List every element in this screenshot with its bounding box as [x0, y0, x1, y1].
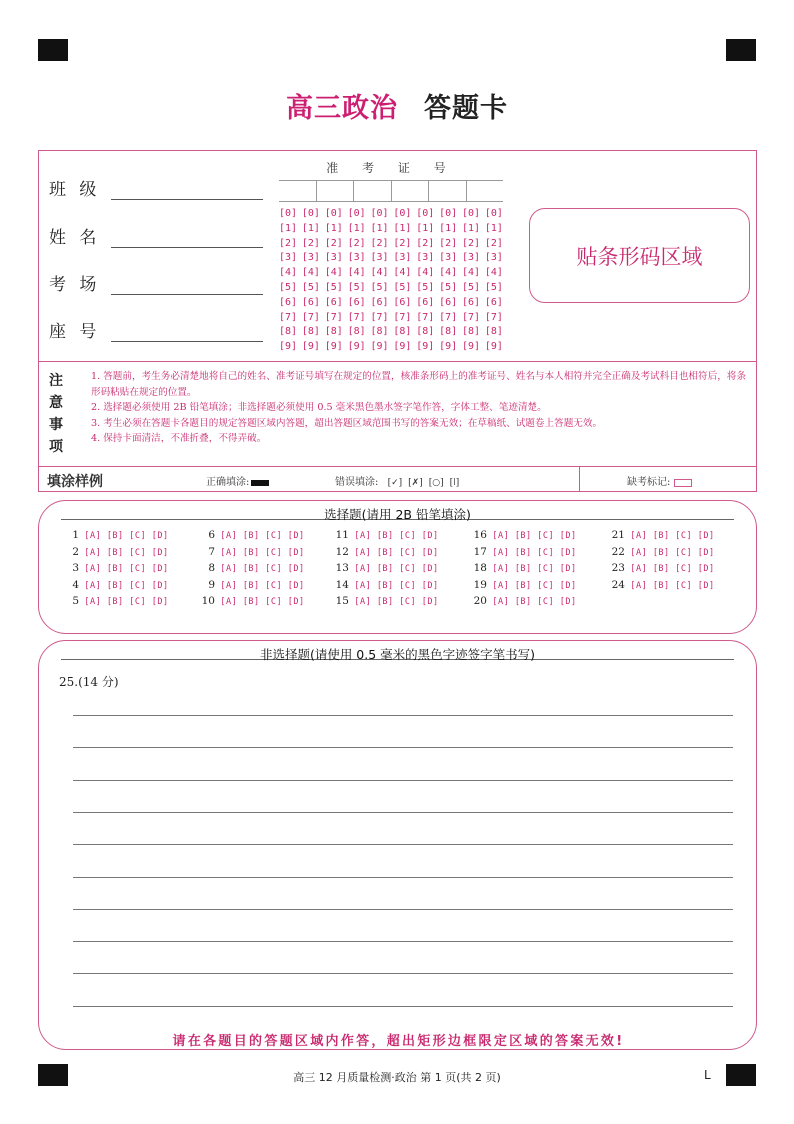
question-25-label: 25.(14 分) [59, 675, 119, 689]
choice-section [38, 500, 757, 634]
digit-row[interactable] [279, 222, 503, 237]
writing-line[interactable] [73, 715, 733, 716]
class-field[interactable] [49, 175, 263, 200]
seat-label: 座 号 [49, 322, 101, 342]
choice-question-row[interactable] [201, 561, 305, 578]
digit-bubble[interactable]: [4] [416, 267, 435, 279]
answer-bubbles[interactable]: [A] [B] [C] [D] [354, 580, 439, 591]
digit-bubble[interactable]: [8] [484, 326, 503, 338]
digit-bubble[interactable]: [0] [301, 208, 320, 219]
digit-bubble[interactable]: [6] [439, 296, 458, 308]
answer-bubbles[interactable]: [A] [B] [C] [D] [84, 597, 169, 607]
answer-bubbles[interactable]: [A] [B] [C] [D] [354, 597, 439, 607]
choice-question-row[interactable] [335, 545, 439, 562]
digit-bubble[interactable]: [5] [301, 281, 320, 293]
digit-bubble[interactable]: [2] [301, 237, 320, 249]
digit-bubble[interactable]: [7] [439, 311, 458, 323]
answer-bubbles[interactable]: [A] [B] [C] [D] [84, 580, 169, 591]
digit-bubble[interactable]: [5] [279, 281, 298, 293]
answer-bubbles[interactable]: [A] [B] [C] [D] [492, 564, 577, 574]
digit-bubble[interactable]: [8] [324, 326, 343, 338]
digit-row[interactable] [279, 296, 503, 311]
circle-mark-bubble-icon: [○] [428, 478, 444, 488]
question-number: 22 [611, 545, 625, 558]
exam-number-title: 准 考 证 号 [326, 161, 456, 175]
digit-bubble[interactable]: [8] [393, 326, 412, 338]
digit-bubble[interactable]: [6] [279, 296, 298, 308]
digit-bubble[interactable]: [0] [347, 208, 366, 219]
choice-question-row[interactable] [611, 578, 715, 595]
choice-question-row[interactable] [65, 594, 169, 611]
digit-bubble[interactable]: [7] [370, 311, 389, 323]
answer-bubbles[interactable]: [A] [B] [C] [D] [492, 547, 577, 558]
question-number: 18 [473, 562, 487, 574]
digit-bubble[interactable]: [2] [393, 237, 412, 249]
answer-bubbles[interactable]: [A] [B] [C] [D] [220, 597, 305, 607]
digit-row[interactable] [279, 251, 503, 266]
digit-bubble[interactable]: [3] [439, 252, 458, 264]
title-subject: 高三政治 [286, 93, 398, 124]
digit-bubble[interactable]: [9] [347, 341, 366, 353]
digit-bubble[interactable]: [9] [324, 341, 343, 353]
digit-bubble[interactable]: [5] [484, 281, 503, 293]
answer-bubbles[interactable]: [A] [B] [C] [D] [220, 531, 305, 541]
digit-bubble[interactable]: [8] [301, 326, 320, 338]
choice-question-row[interactable] [473, 578, 577, 595]
digit-bubble[interactable]: [5] [347, 281, 366, 293]
answer-bubbles[interactable]: [A] [B] [C] [D] [354, 564, 439, 574]
writing-line[interactable] [73, 909, 733, 910]
digit-bubble[interactable]: [2] [484, 237, 503, 249]
question-number: 1 [72, 529, 79, 541]
digit-bubble[interactable]: [9] [484, 341, 503, 353]
divider [579, 467, 580, 491]
write-box[interactable] [429, 181, 467, 201]
digit-bubble[interactable]: [6] [347, 296, 366, 308]
digit-bubble[interactable]: [2] [279, 237, 298, 249]
title-answer-sheet: 答题卡 [424, 93, 508, 124]
half-fill-bubble-icon: [ǀ] [449, 478, 460, 488]
digit-bubble[interactable]: [9] [462, 341, 481, 353]
digit-bubble[interactable]: [9] [439, 341, 458, 353]
digit-bubble[interactable]: [7] [324, 311, 343, 323]
choice-question-row[interactable] [65, 545, 169, 562]
choice-column [473, 528, 577, 611]
exam-room-input-line[interactable] [111, 277, 263, 295]
absent-mark[interactable] [627, 473, 692, 488]
writing-line[interactable] [73, 844, 733, 845]
answer-bubbles[interactable]: [A] [B] [C] [D] [84, 531, 169, 541]
absent-mark-label: 缺考标记: [627, 477, 671, 488]
question-number: 12 [335, 545, 349, 558]
digit-bubble[interactable]: [3] [370, 252, 389, 264]
question-number: 19 [473, 578, 487, 591]
digit-bubble[interactable]: [1] [393, 222, 412, 234]
digit-bubble[interactable]: [4] [462, 267, 481, 279]
cross-mark-bubble-icon: [✗] [408, 478, 423, 488]
choice-question-row[interactable] [201, 594, 305, 611]
notes-section [39, 361, 756, 466]
digit-bubble[interactable]: [4] [301, 267, 320, 279]
answer-bubbles[interactable]: [A] [B] [C] [D] [84, 547, 169, 558]
note-item: 3. 考生必须在答题卡各题目的规定答题区域内答题，超出答题区域范围书写的答案无效；在草稿纸、试题卷上答题无效。 [91, 417, 603, 429]
note-item: 2. 选择题必须使用 2B 铅笔填涂；非选择题必须使用 0.5 毫米黑色墨水签字笔作答，字体工整、笔迹清楚。 [91, 402, 547, 413]
answer-bubbles[interactable]: [A] [B] [C] [D] [630, 547, 715, 558]
question-number: 3 [72, 562, 79, 574]
digit-bubble[interactable]: [6] [324, 296, 343, 308]
digit-bubble[interactable]: [4] [279, 267, 298, 279]
digit-bubble[interactable]: [1] [484, 222, 503, 234]
answer-bubbles[interactable]: [A] [B] [C] [D] [354, 531, 439, 541]
writing-line[interactable] [73, 1006, 733, 1007]
choice-column [201, 528, 305, 611]
digit-bubble[interactable]: [3] [279, 252, 298, 264]
choice-question-row[interactable] [611, 545, 715, 562]
barcode-label: 贴条形码区域 [576, 244, 703, 269]
question-number: 24 [611, 578, 625, 591]
question-number: 10 [201, 595, 215, 607]
choice-question-row[interactable] [335, 594, 439, 611]
digit-bubble[interactable]: [2] [347, 237, 366, 249]
warning-text: 请在各题目的答题区域内作答，超出矩形边框限定区域的答案无效! [172, 1034, 625, 1049]
answer-bubbles[interactable]: [A] [B] [C] [D] [220, 547, 305, 558]
question-number: 20 [473, 595, 487, 607]
wrong-fill-example [335, 473, 459, 488]
digit-bubble[interactable]: [5] [416, 281, 435, 293]
choice-question-row[interactable] [473, 545, 577, 562]
choice-question-row[interactable] [201, 528, 305, 545]
choice-question-row[interactable] [611, 561, 715, 578]
write-box[interactable] [317, 181, 355, 201]
digit-bubble[interactable]: [0] [484, 208, 503, 219]
question-number: 23 [611, 562, 625, 574]
correct-fill-example [206, 473, 269, 488]
digit-bubble[interactable]: [0] [279, 208, 298, 219]
digit-bubble[interactable]: [4] [439, 267, 458, 279]
digit-bubble[interactable]: [6] [462, 296, 481, 308]
writing-line[interactable] [73, 812, 733, 813]
digit-row[interactable] [279, 311, 503, 326]
digit-bubble[interactable]: [3] [347, 252, 366, 264]
answer-bubbles[interactable]: [A] [B] [C] [D] [630, 564, 715, 574]
name-label: 姓 名 [49, 228, 101, 248]
answer-bubbles[interactable]: [A] [B] [C] [D] [492, 580, 577, 591]
choice-column [335, 528, 439, 611]
footer-page-info: 高三 12 月质量检测·政治 第 1 页(共 2 页) [293, 1071, 501, 1084]
question-number: 11 [335, 529, 349, 541]
digit-bubble[interactable]: [5] [462, 281, 481, 293]
registration-mark-top-right [726, 39, 756, 61]
student-info-panel [38, 150, 757, 492]
choice-question-row[interactable] [611, 528, 715, 545]
answer-bubbles[interactable]: [A] [B] [C] [D] [492, 597, 577, 607]
question-number: 7 [208, 545, 215, 558]
question-number: 15 [335, 595, 349, 607]
choice-column [611, 528, 715, 594]
write-box[interactable] [392, 181, 430, 201]
digit-row[interactable] [279, 325, 503, 340]
digit-bubble[interactable]: [6] [370, 296, 389, 308]
answer-bubbles[interactable]: [A] [B] [C] [D] [630, 580, 715, 591]
choice-question-row[interactable] [65, 528, 169, 545]
write-box[interactable] [467, 181, 504, 201]
answer-bubbles[interactable]: [A] [B] [C] [D] [220, 580, 305, 591]
digit-bubble[interactable]: [0] [416, 208, 435, 219]
class-input-line[interactable] [111, 182, 263, 200]
digit-bubble[interactable]: [6] [393, 296, 412, 308]
write-box[interactable] [279, 181, 317, 201]
choice-question-row[interactable] [201, 545, 305, 562]
choice-question-row[interactable] [335, 578, 439, 595]
digit-bubble[interactable]: [9] [279, 341, 298, 353]
digit-bubble[interactable]: [3] [416, 252, 435, 264]
choice-question-row[interactable] [335, 561, 439, 578]
writing-line[interactable] [73, 941, 733, 942]
writing-line[interactable] [73, 973, 733, 974]
choice-question-row[interactable] [473, 561, 577, 578]
digit-bubble[interactable]: [1] [324, 222, 343, 234]
digit-bubble[interactable]: [0] [439, 208, 458, 219]
choice-question-row[interactable] [201, 578, 305, 595]
answer-bubbles[interactable]: [A] [B] [C] [D] [220, 564, 305, 574]
digit-bubble[interactable]: [1] [301, 222, 320, 234]
correct-fill-label: 正确填涂: [206, 477, 250, 488]
digit-bubble[interactable]: [2] [370, 237, 389, 249]
fill-example-label: 填涂样例 [47, 474, 103, 490]
writing-line[interactable] [73, 747, 733, 748]
footer-side-mark: L [704, 1068, 711, 1082]
digit-bubble[interactable]: [5] [393, 281, 412, 293]
digit-bubble[interactable]: [7] [462, 311, 481, 323]
question-number: 16 [473, 529, 487, 541]
digit-bubbles[interactable] [279, 207, 503, 355]
digit-bubble[interactable]: [0] [370, 208, 389, 219]
digit-bubble[interactable]: [7] [484, 311, 503, 323]
digit-bubble[interactable]: [6] [416, 296, 435, 308]
digit-row[interactable] [279, 340, 503, 355]
question-number: 8 [208, 562, 215, 574]
choice-question-row[interactable] [335, 528, 439, 545]
digit-bubble[interactable]: [3] [484, 252, 503, 264]
choice-question-row[interactable] [65, 561, 169, 578]
writing-line[interactable] [73, 780, 733, 781]
question-number: 17 [473, 545, 487, 558]
fill-example-row [39, 466, 756, 492]
question-number: 4 [72, 578, 79, 591]
digit-bubble[interactable]: [3] [393, 252, 412, 264]
note-item: 1. 答题前，考生务必清楚地将自己的姓名、准考证号填写在规定的位置，核准条形码上的准考证号、姓名与本人相符并完全正确及考试科目也相符后，将条形码粘贴在规定的位置。 [91, 371, 746, 398]
exam-number-write-boxes[interactable] [279, 180, 503, 202]
digit-bubble[interactable]: [3] [301, 252, 320, 264]
registration-mark-top-left [38, 39, 68, 61]
digit-bubble[interactable]: [3] [324, 252, 343, 264]
digit-bubble[interactable]: [1] [416, 222, 435, 234]
choice-question-row[interactable] [473, 594, 577, 611]
notes-list [91, 369, 751, 447]
digit-bubble[interactable]: [0] [324, 208, 343, 219]
choice-column [65, 528, 169, 611]
digit-bubble[interactable]: [7] [416, 311, 435, 323]
question-number: 13 [335, 562, 349, 574]
digit-bubble[interactable]: [8] [347, 326, 366, 338]
digit-bubble[interactable]: [4] [484, 267, 503, 279]
question-number: 21 [611, 529, 625, 541]
essay-section [38, 640, 757, 1050]
digit-bubble[interactable]: [7] [347, 311, 366, 323]
exam-number-grid[interactable] [279, 159, 503, 355]
digit-bubble[interactable]: [7] [301, 311, 320, 323]
digit-bubble[interactable]: [4] [370, 267, 389, 279]
digit-bubble[interactable]: [3] [462, 252, 481, 264]
name-field[interactable] [49, 223, 263, 248]
digit-bubble[interactable]: [5] [324, 281, 343, 293]
name-input-line[interactable] [111, 230, 263, 248]
question-number: 9 [208, 578, 215, 591]
digit-bubble[interactable]: [8] [416, 326, 435, 338]
digit-bubble[interactable]: [0] [393, 208, 412, 219]
digit-bubble[interactable]: [6] [301, 296, 320, 308]
digit-row[interactable] [279, 281, 503, 296]
digit-bubble[interactable]: [9] [301, 341, 320, 353]
page-title [0, 86, 794, 125]
digit-bubble[interactable]: [4] [347, 267, 366, 279]
write-box[interactable] [354, 181, 392, 201]
digit-bubble[interactable]: [1] [279, 222, 298, 234]
digit-bubble[interactable]: [0] [462, 208, 481, 219]
digit-bubble[interactable]: [8] [370, 326, 389, 338]
question-number: 14 [335, 578, 349, 591]
digit-bubble[interactable]: [4] [324, 267, 343, 279]
digit-row[interactable] [279, 266, 503, 281]
digit-bubble[interactable]: [2] [416, 237, 435, 249]
notes-heading: 注意事项 [49, 373, 63, 455]
seat-input-line[interactable] [111, 324, 263, 342]
check-mark-bubble-icon: [✓] [387, 478, 403, 488]
exam-room-field[interactable] [49, 270, 263, 295]
digit-bubble[interactable]: [5] [439, 281, 458, 293]
digit-bubble[interactable]: [1] [370, 222, 389, 234]
digit-bubble[interactable]: [1] [462, 222, 481, 234]
seat-field[interactable] [49, 317, 263, 342]
writing-line[interactable] [73, 877, 733, 878]
digit-bubble[interactable]: [1] [347, 222, 366, 234]
digit-bubble[interactable]: [9] [416, 341, 435, 353]
digit-bubble[interactable]: [4] [393, 267, 412, 279]
digit-bubble[interactable]: [8] [439, 326, 458, 338]
exam-room-label: 考 场 [49, 275, 101, 295]
choice-question-row[interactable] [65, 578, 169, 595]
wrong-fill-label: 错误填涂: [335, 477, 379, 488]
question-number: 2 [72, 545, 79, 558]
digit-bubble[interactable]: [2] [439, 237, 458, 249]
choice-question-row[interactable] [473, 528, 577, 545]
digit-bubble[interactable]: [8] [462, 326, 481, 338]
note-item: 4. 保持卡面清洁，不准折叠，不得弄破。 [91, 433, 267, 444]
digit-bubble[interactable]: [7] [279, 311, 298, 323]
digit-row[interactable] [279, 237, 503, 252]
barcode-area [529, 208, 750, 303]
digit-bubble[interactable]: [9] [393, 341, 412, 353]
digit-bubble[interactable]: [9] [370, 341, 389, 353]
digit-bubble[interactable]: [8] [279, 326, 298, 338]
digit-bubble[interactable]: [5] [370, 281, 389, 293]
question-number: 6 [208, 529, 215, 541]
absent-mark-box[interactable] [674, 479, 692, 487]
digit-bubble[interactable]: [2] [462, 237, 481, 249]
digit-bubble[interactable]: [2] [324, 237, 343, 249]
answer-bubbles[interactable]: [A] [B] [C] [D] [84, 564, 169, 574]
digit-bubble[interactable]: [7] [393, 311, 412, 323]
choice-section-title: 选择题(请用 2B 铅笔填涂) [61, 501, 734, 520]
digit-bubble[interactable]: [1] [439, 222, 458, 234]
filled-bubble-icon [251, 480, 269, 486]
answer-bubbles[interactable]: [A] [B] [C] [D] [630, 531, 715, 541]
question-number: 5 [72, 595, 79, 607]
answer-bubbles[interactable]: [A] [B] [C] [D] [492, 531, 577, 541]
class-label: 班 级 [49, 180, 101, 200]
answer-bubbles[interactable]: [A] [B] [C] [D] [354, 547, 439, 558]
digit-row[interactable] [279, 207, 503, 222]
digit-bubble[interactable]: [6] [484, 296, 503, 308]
essay-section-title: 非选择题(请使用 0.5 毫米的黑色字迹签字笔书写) [61, 641, 734, 660]
